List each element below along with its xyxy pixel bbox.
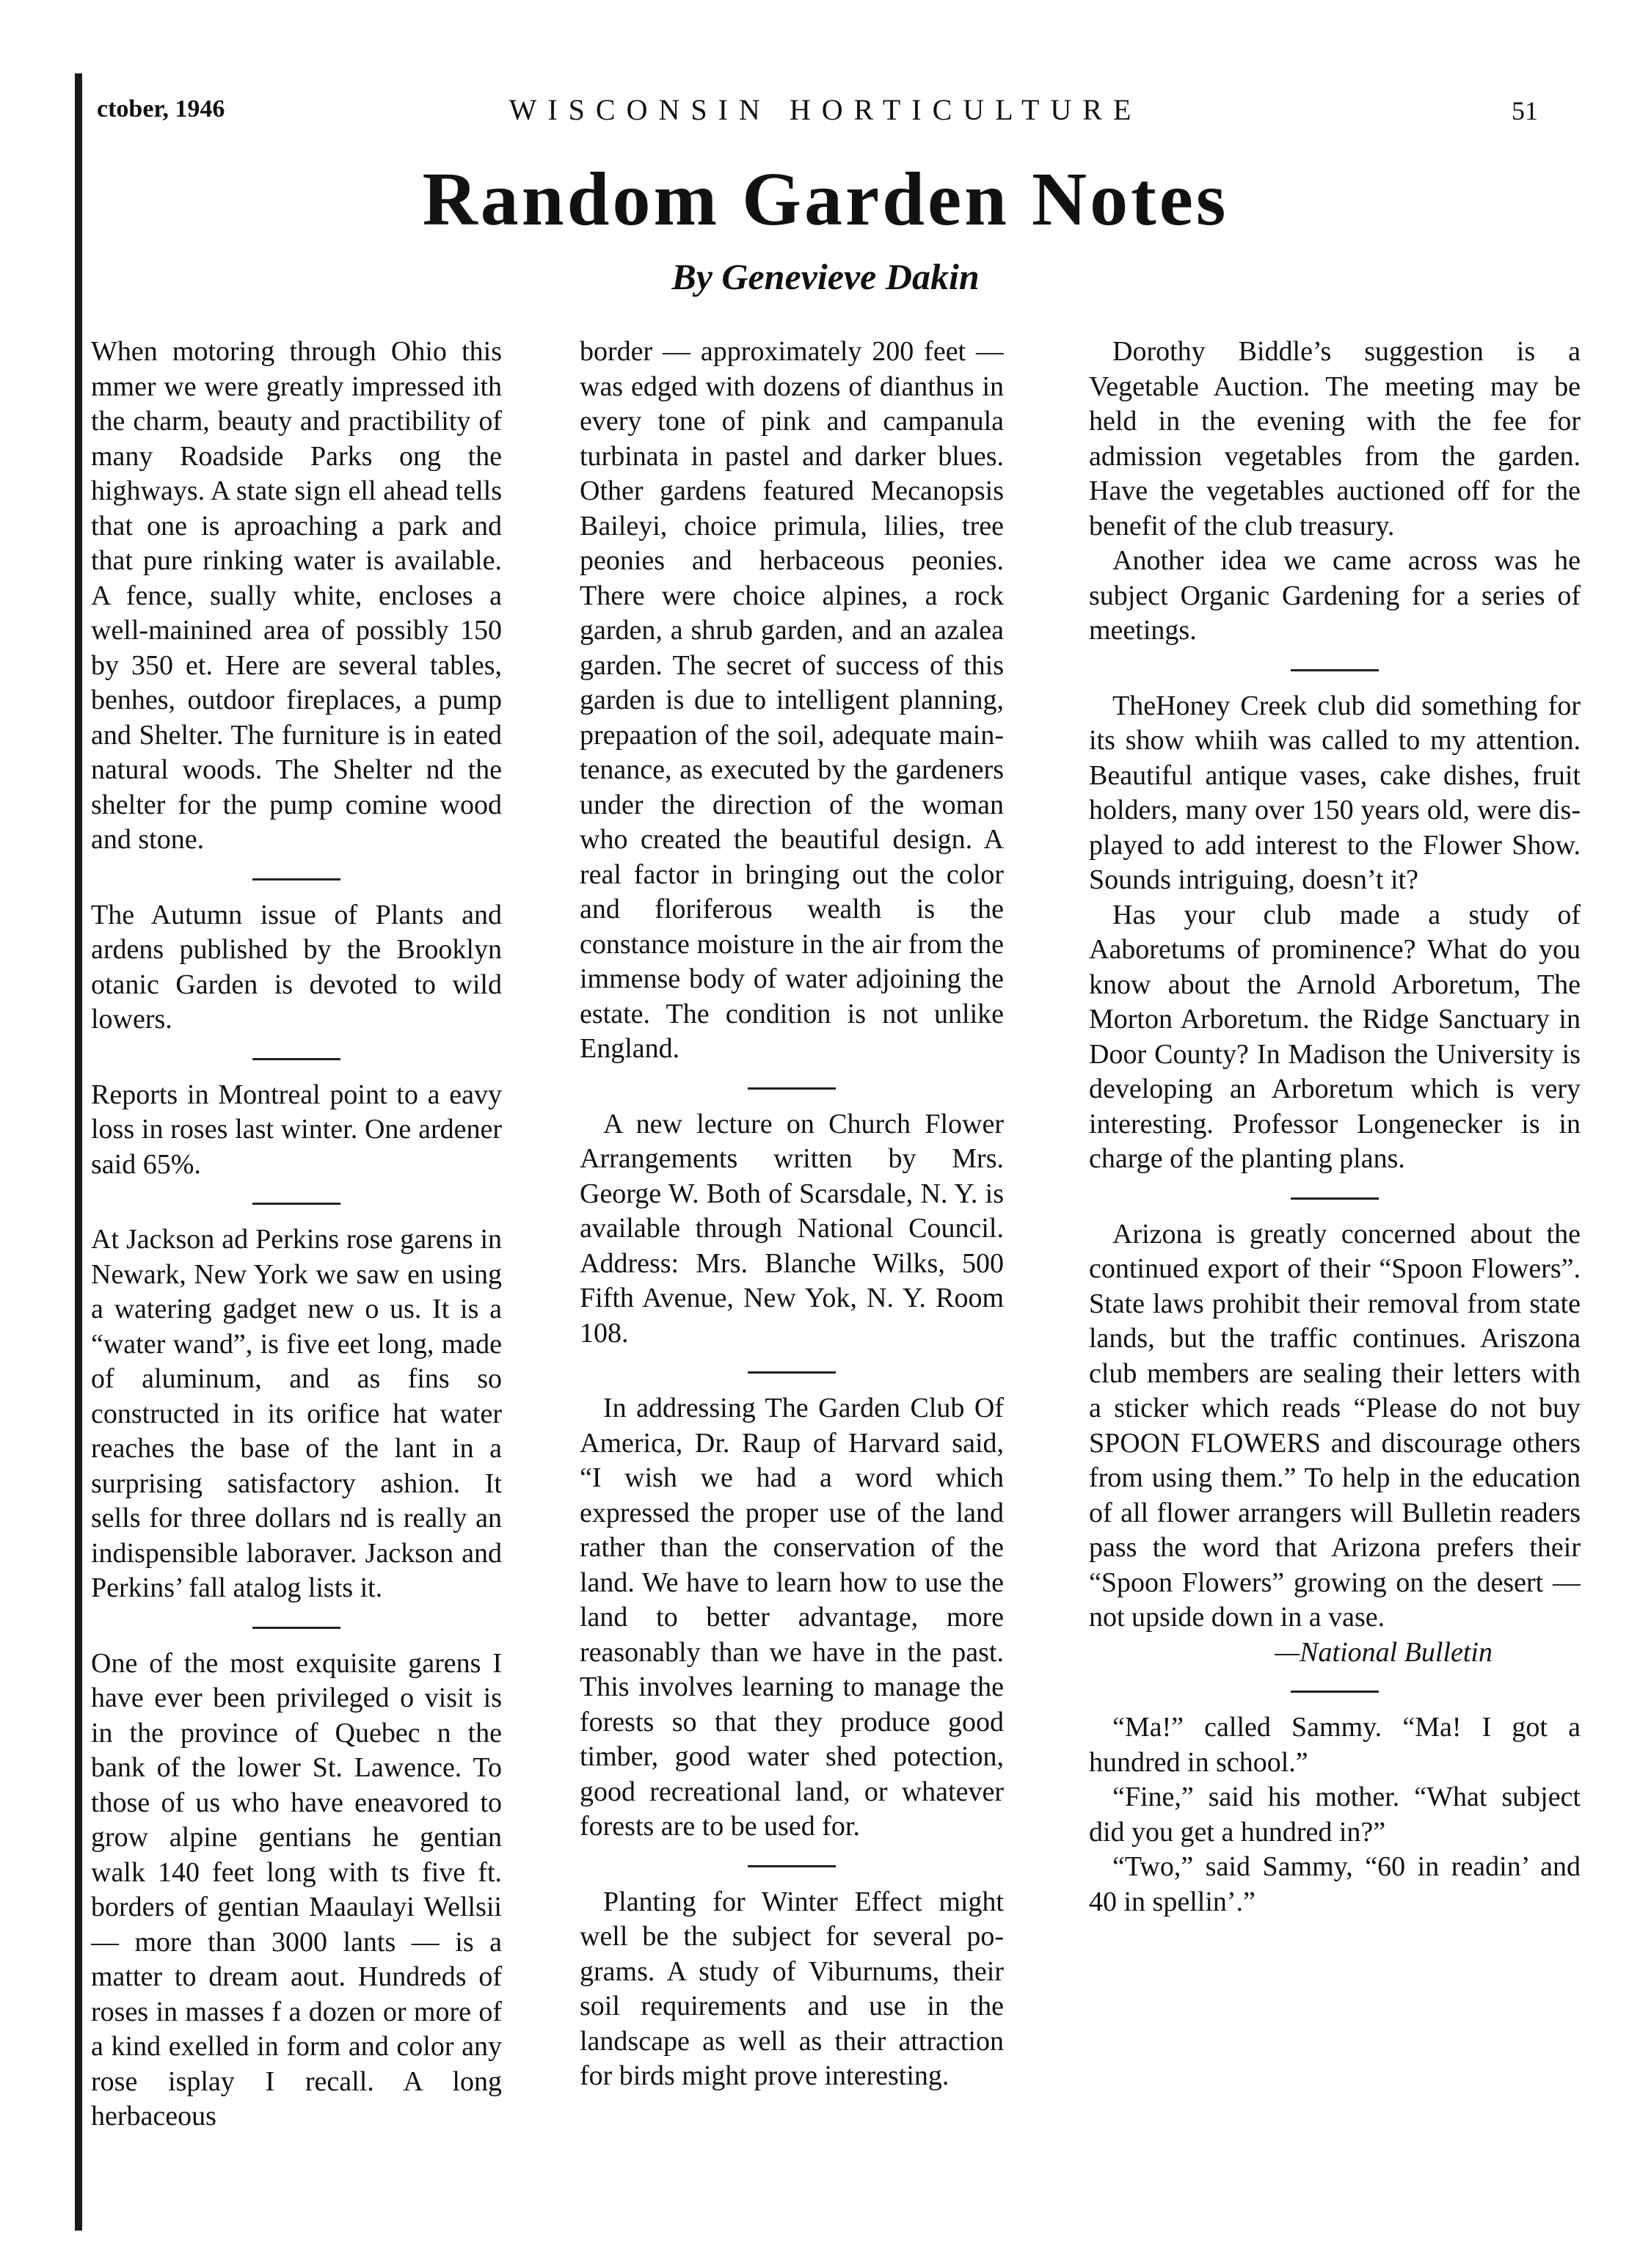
paragraph-church-flower-lecture: A new lecture on Church Flower Arrangements written by Mrs. George W. Both of Scarsdale, N. Y. is available through National Council. Address: Mrs. Blanche Wilks, 500 Fifth Avenue, New Yok, N. Y. Room 108.: [580, 1108, 1004, 1349]
paragraph-herbaceous-border: border — approximately 200 feet — was edged with dozens of dianthus in every tone of pink and campanula turbinata in pastel and darker blues. Other gardens featured Mecanopsis Baileyi, choice primula, lilies, tree peonies and herbaceous peonies. There were choice alpines, a rock garden, a shrub garden, and an azalea garden. The secret of success of this garden is due to intelligent planning, prepaation of the soil, adequate maintenance, as executed by the gardeners under the direction of the woman who created the beautiful design. A real factor in bringing out the color and floriferous wealth is the constance moisture in the air from the immense body of water adjoining the estate. The condition is not unlike England.: [580, 336, 1004, 1064]
section-divider: [252, 1203, 340, 1205]
section-divider: [1291, 1691, 1379, 1693]
paragraph-joke-line-1: “Ma!” called Sammy. “Ma! I got a hundred in school.”: [1089, 1712, 1581, 1778]
text-column-2: [580, 335, 1004, 2206]
section-divider: [252, 878, 340, 880]
attribution-national-bulletin: —National Bulletin: [1275, 1636, 1493, 1668]
paragraph-arboretums: Has your club made a study of Aaboretums of prominence? What do you know about the Arnold Arboretum, The Morton Arboretum. the Ridge Sanctuary in Door County? In Madison the University is developing an Arboretum which is very interesting. Professor Longenecker is in charge of the planting plans.: [1089, 899, 1581, 1174]
paragraph-dr-raup: In addressing The Garden Club Of America, Dr. Raup of Harvard said, “I wish we had a word which expressed the proper use of the land rather than the conservation of the land. We have to learn how to use the land to better advantage, more reasonably than we have in the past. This involves learning to manage the forests so that they produce good timber, good water shed potection, good recreational land, or whatever forests are to be used for.: [580, 1393, 1004, 1842]
paragraph-spoon-flowers: Arizona is greatly concerned about the continued export of their “Spoon Flowers”. State laws prohibit their removal from state lands, but the traffic continues. Ariszona club members are sealing their letters with a sticker which reads “Please do not buy SPOON FLOWERS and discourage others from using them.” To help in the education of all flower arrangers will Bulletin readers pass the word that Arizona prefers their “Spoon Flowers” growing on the desert — not upside down in a vase.: [1089, 1218, 1581, 1633]
paragraph-organic-gardening: Another idea we came across was he subject Organic Gardening for a series of meetings.: [1089, 545, 1581, 646]
article-title: Random Garden Notes: [422, 157, 1229, 241]
paragraph-joke-line-2: “Fine,” said his mother. “What subject did you get a hundred in?”: [1089, 1782, 1581, 1848]
paragraph-honey-creek-club: TheHoney Creek club did something for its show whiih was called to my attention. Beautiful antique vases, cake dishes, fruit holders, many over 150 years old, were displayed to add interest to the Flower Show. Sounds intriguing, doesn’t it?: [1089, 690, 1581, 895]
section-divider: [748, 1087, 836, 1090]
page-number: 51: [1512, 96, 1538, 125]
paragraph-quebec-garden: One of the most exquisite garens I have ever been privileged o visit is in the province of Quebec n the bank of the lower St. Lawence. To those of us who have eneavored to grow alpine gentians he gentian walk 140 feet long with ts five ft. borders of gentian Maaulayi Wellsii — more than 3000 lants — is a matter to dream aout. Hundreds of roses in masses f a dozen or more of a kind exelled in form and color any rose isplay I recall. A long herbaceous: [91, 1647, 502, 2132]
section-divider: [1291, 669, 1379, 671]
section-divider: [252, 1627, 340, 1629]
section-divider: [1291, 1197, 1379, 1200]
paragraph-ohio-roadside-parks: When motoring through Ohio this mmer we were greatly impressed ith the charm, beauty and practibility of many Roadside Parks ong the highways. A state sign ell ahead tells that one is aproaching a park and that pure rinking water is available. A fence, sually white, encloses a well-mainined area of possibly 150 by 350 et. Here are several tables, benhes, outdoor fireplaces, a pump and Shelter. The furniture is in eated natural woods. The Shelter nd the shelter for the pump comine wood and stone.: [91, 336, 502, 855]
journal-name: WISCONSIN HORTICULTURE: [509, 93, 1142, 126]
paragraph-plants-and-gardens: The Autumn issue of Plants and ardens published by the Brooklyn otanic Garden is devoted to wild lowers.: [91, 899, 502, 1035]
binding-edge: [75, 73, 82, 2231]
section-divider: [252, 1058, 340, 1060]
article-byline: By Genevieve Dakin: [671, 256, 980, 297]
text-column-1: [91, 335, 502, 2206]
issue-date: ctober, 1946: [97, 95, 225, 123]
paragraph-water-wand: At Jackson ad Perkins rose garens in Newark, New York we saw en using a watering gadget new o us. It is a “water wand”, is five eet long, made of aluminum, and as fins so constructed in its orifice hat water reaches the base of the lant in a surprising satisfactory ashion. It sells for three dollars nd is really an indispensible laboraver. Jackson and Perkins’ fall atalog lists it.: [91, 1224, 502, 1603]
text-column-3: [1089, 335, 1581, 2206]
paragraph-winter-effect: Planting for Winter Effect might well be the subject for several pograms. A study of Viburnums, their soil requirements and use in the landscape as well as their attraction for birds might prove interesting.: [580, 1886, 1004, 2091]
section-divider: [748, 1865, 836, 1867]
paragraph-montreal-roses: Reports in Montreal point to a eavy loss in roses last winter. One ardener said 65%.: [91, 1079, 502, 1180]
paragraph-joke-line-3: “Two,” said Sammy, “60 in readin’ and 40 in spellin’.”: [1089, 1851, 1581, 1917]
paragraph-vegetable-auction: Dorothy Biddle’s suggestion is a Vegetable Auction. The meeting may be held in the evening with the fee for admission vegetables from the garden. Have the vegetables auctioned off for the benefit of the club treasury.: [1089, 336, 1581, 542]
running-head: [0, 88, 1651, 132]
section-divider: [748, 1371, 836, 1374]
